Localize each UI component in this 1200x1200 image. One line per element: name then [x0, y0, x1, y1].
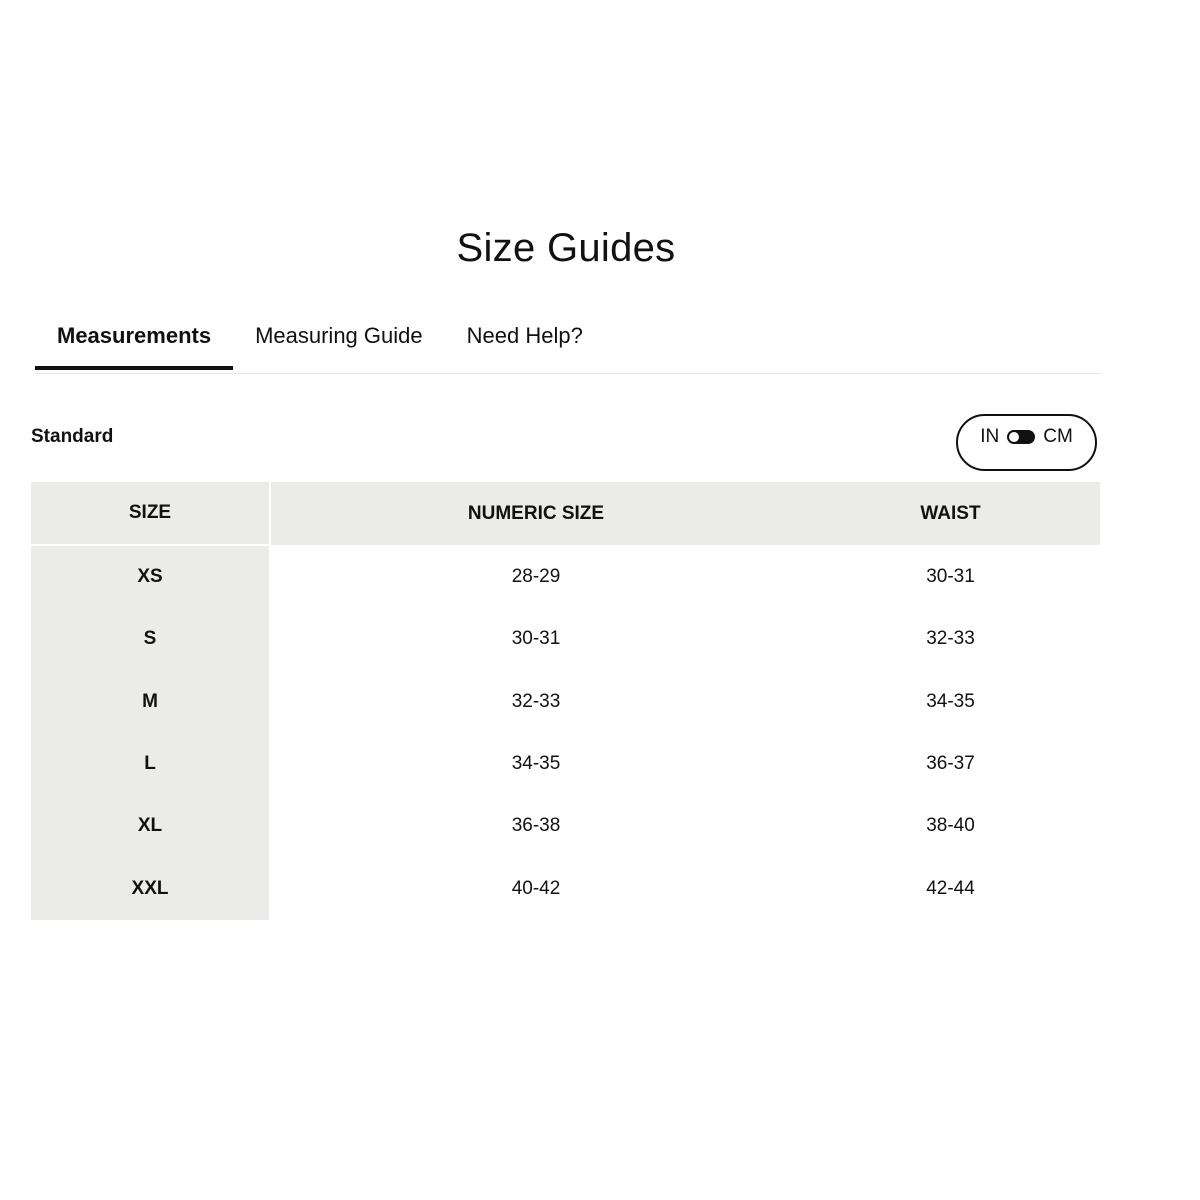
header-numeric-size: NUMERIC SIZE	[270, 482, 801, 545]
table-row	[31, 795, 1100, 857]
table-row	[31, 545, 1100, 608]
size-cell: L	[31, 733, 270, 795]
unit-in-label: IN	[980, 426, 1000, 447]
table-row	[31, 671, 1100, 733]
tab-bar	[35, 310, 1101, 374]
header-waist: WAIST	[801, 482, 1100, 545]
table-row	[31, 857, 1100, 919]
page-title: Size Guides	[456, 226, 676, 270]
tab-need-help[interactable]: Need Help?	[466, 323, 583, 348]
numeric-size-cell: 32-33	[511, 690, 561, 712]
tab-measuring-guide[interactable]: Measuring Guide	[255, 323, 423, 348]
toggle-switch-icon[interactable]	[1007, 430, 1035, 444]
waist-cell: 30-31	[926, 565, 975, 587]
table-header-row	[31, 482, 1100, 545]
table-row	[31, 733, 1100, 795]
waist-cell: 36-37	[926, 753, 975, 775]
size-cell: M	[31, 671, 270, 733]
unit-toggle[interactable]	[956, 414, 1097, 471]
size-cell: XXL	[31, 857, 270, 919]
waist-cell: 34-35	[926, 690, 975, 712]
toggle-knob	[1009, 432, 1019, 442]
section-label: Standard	[31, 426, 114, 447]
waist-cell: 42-44	[926, 877, 975, 899]
size-cell: S	[31, 608, 270, 670]
numeric-size-cell: 34-35	[511, 753, 561, 775]
waist-cell: 32-33	[926, 628, 975, 650]
tab-measurements[interactable]: Measurements	[35, 310, 233, 370]
numeric-size-cell: 30-31	[511, 628, 561, 650]
numeric-size-cell: 40-42	[511, 877, 561, 899]
numeric-size-cell: 36-38	[511, 815, 561, 837]
table-row	[31, 608, 1100, 670]
size-table	[31, 482, 1101, 920]
waist-cell: 38-40	[926, 815, 975, 837]
header-size: SIZE	[31, 482, 270, 545]
size-cell: XS	[31, 545, 270, 608]
numeric-size-cell: 28-29	[511, 565, 561, 587]
size-cell: XL	[31, 795, 270, 857]
unit-cm-label: CM	[1043, 426, 1073, 447]
